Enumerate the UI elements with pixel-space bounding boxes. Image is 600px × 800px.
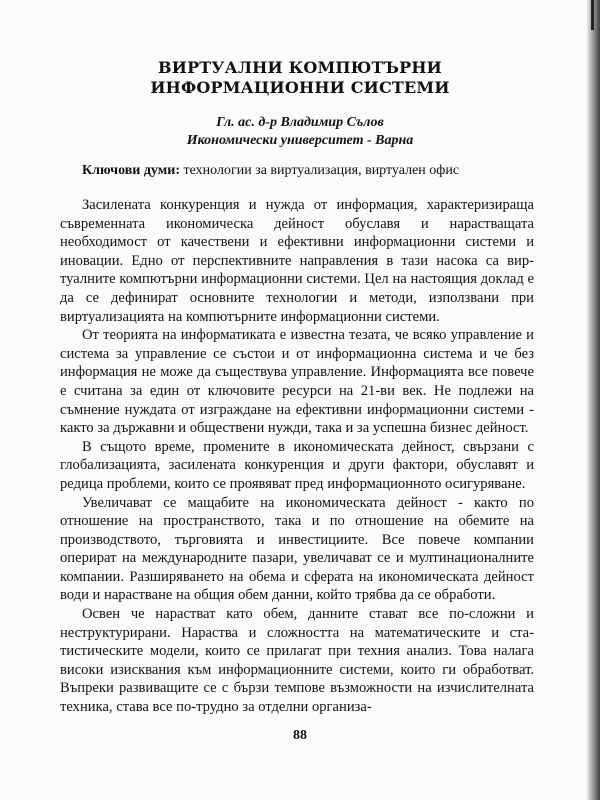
author-affiliation: Икономически университет - Варна xyxy=(186,133,414,148)
paragraph-2: От теорията на информатиката е известна тезата, че всяко управление и система за управление се състои и от информационна система и че без информация не може да съществува управление. Информацията все повече е считана за един от ключовите ресурси на 21-ви век. Не подлежи на съмнение нуждата от изграждане на ефективни информационни системи - както за държавни и обществени нужди, така и за успешна бизнес дейност. xyxy=(60,327,534,437)
title-line-1: ВИРТУАЛНИ КОМПЮТЪРНИ xyxy=(158,58,442,77)
keywords-line xyxy=(82,162,552,180)
article-title xyxy=(60,58,540,98)
page-edge-mark xyxy=(591,0,594,30)
page-edge-shadow xyxy=(586,0,600,800)
page-number: 88 xyxy=(293,728,307,743)
paragraph-5: Освен че нарастват като обем, данните стават все по-сложни и неструктурирани. Нараства и сложността на математическите и статистическите модели, които се прилагат при техния анализ. Това налага високи изисквания към информационните системи, които ги обработват. Въпреки развиващите се с бързи темпове възможности на изчислителната техника, става все по-трудно за отделни организа- xyxy=(60,606,534,716)
paragraph-3: В същото време, промените в икономическата дейност, свързани с глобализацията, засилената конкуренция и други фактори, обуславят и редица проблеми, които се проявяват пред информационното осигуряване. xyxy=(60,438,534,492)
author-name: Гл. ас. д-р Владимир Сълов xyxy=(216,115,384,130)
paragraph-1: Засилената конкуренция и нужда от информация, характеризираща съвременната икономическа дейност обуславя и нарастващата необходимост от качествени и ефективни информационни системи и иновации. Едно от перспективните направления в тази насока са виртуалните компютърни информационни системи. Цел на настоящия доклад е да се дефинират основните технологии и методи, използвани при виртуализацията на компютърните информационни системи. xyxy=(60,197,534,325)
title-line-2: ИНФОРМАЦИОННИ СИСТЕМИ xyxy=(150,78,450,97)
keywords-label: Ключови думи: xyxy=(82,163,181,178)
article-body xyxy=(60,196,534,717)
paragraph-4: Увеличават се мащабите на икономическата дейност - както по отношение на пространството, така и по отношение на обемите на производството, търговията и инвестициите. Все повече компании оперират на международните пазари, увеличават се и мултинационалните компании. Разширяването на обема и сферата на икономическата дейност води и нарастване на общия обем данни, който трябва да се обработи. xyxy=(60,494,534,604)
author-info xyxy=(60,114,540,150)
keywords-text: технологии за виртуализация, виртуален офис xyxy=(180,163,460,178)
